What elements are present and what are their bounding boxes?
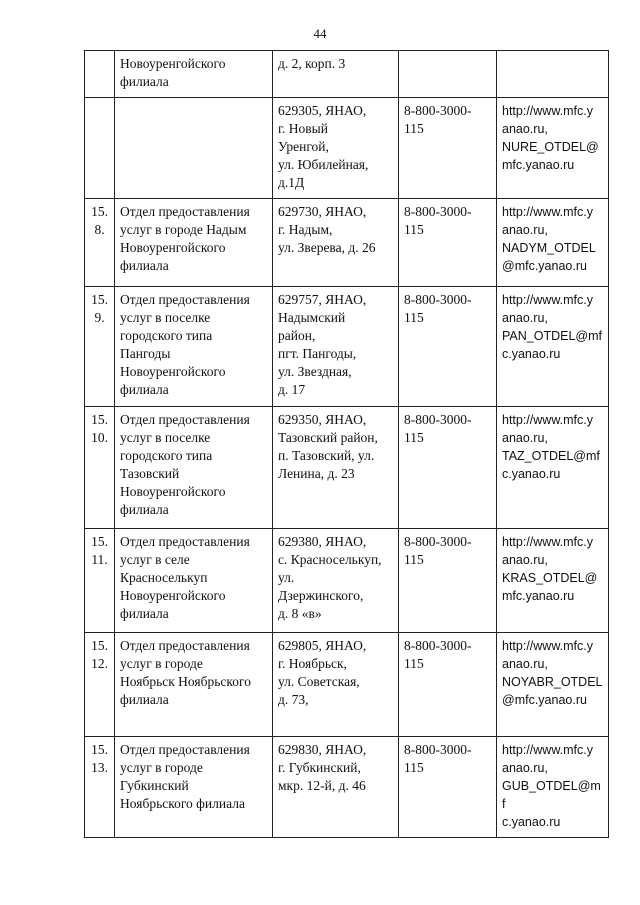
cell-office-name-line: Красноселькуп [120,570,208,585]
cell-contacts [497,98,609,199]
cell-address [273,199,399,287]
cell-phone-line: 8-800-3000- [404,103,472,118]
cell-address-line: д. 8 «в» [278,606,322,621]
cell-office-name [115,633,273,737]
cell-phone-line: 8-800-3000- [404,412,472,427]
cell-contacts [497,529,609,633]
cell-office-name [115,407,273,529]
cell-office-name-line: Тазовский [120,466,180,481]
table-row [85,407,609,529]
cell-office-name-line: Отдел предоставления [120,412,250,427]
cell-address-line: 629730, ЯНАО, [278,204,367,219]
cell-office-name-line: филиала [120,502,169,517]
table-body [85,51,609,838]
table-row [85,199,609,287]
cell-phone [399,287,497,407]
cell-contacts-line: http://www.mfc.y [502,293,593,307]
cell-contacts-line: NADYM_OTDEL [502,241,596,255]
cell-contacts-line: anao.ru, [502,553,548,567]
cell-phone-line: 115 [404,656,424,671]
cell-office-name [115,98,273,199]
cell-contacts-line: NOYABR_OTDEL [502,675,603,689]
cell-contacts-line: anao.ru, [502,311,548,325]
cell-contacts [497,407,609,529]
cell-address-line: район, [278,328,316,343]
cell-address-line: п. Тазовский, ул. [278,448,375,463]
cell-phone-line: 8-800-3000- [404,742,472,757]
cell-office-name-line: услуг в городе Надым [120,222,247,237]
cell-office-name-line: Новоуренгойского [120,56,226,71]
cell-number: 15. 11. [85,529,115,633]
table-row [85,287,609,407]
cell-contacts-line: http://www.mfc.y [502,743,593,757]
cell-office-name-line: Новоуренгойского [120,484,226,499]
cell-contacts-line: http://www.mfc.y [502,104,593,118]
cell-phone-line: 8-800-3000- [404,534,472,549]
cell-contacts-line: anao.ru, [502,761,548,775]
table-row [85,633,609,737]
cell-office-name-line: услуг в городе [120,760,203,775]
offices-table [84,50,609,838]
cell-office-name-line: услуг в городе [120,656,203,671]
cell-office-name-line: филиала [120,606,169,621]
cell-address-line: г. Ноябрьск, [278,656,347,671]
cell-office-name-line: услуг в селе [120,552,190,567]
cell-address-line: д.1Д [278,175,305,190]
cell-number: 15. 9. [85,287,115,407]
cell-contacts-line: c.yanao.ru [502,467,561,481]
cell-office-name [115,287,273,407]
cell-phone-line: 115 [404,760,424,775]
cell-office-name-line: Пангоды [120,346,171,361]
cell-number: 15. 13. [85,737,115,838]
cell-address [273,98,399,199]
cell-address-line: Надымский [278,310,346,325]
cell-contacts-line: anao.ru, [502,431,548,445]
cell-phone [399,529,497,633]
cell-office-name-line: Ноябрьск Ноябрьского [120,674,251,689]
cell-address-line: 629830, ЯНАО, [278,742,367,757]
cell-office-name [115,737,273,838]
cell-contacts-line: @mfc.yanao.ru [502,693,587,707]
cell-office-name-line: филиала [120,258,169,273]
cell-address-line: мкр. 12-й, д. 46 [278,778,366,793]
cell-number: 15. 12. [85,633,115,737]
cell-contacts-line: TAZ_OTDEL@mf [502,449,600,463]
cell-address-line: 629757, ЯНАО, [278,292,367,307]
cell-contacts-line: anao.ru, [502,657,548,671]
cell-office-name-line: Новоуренгойского [120,364,226,379]
cell-address [273,529,399,633]
cell-contacts [497,633,609,737]
cell-address [273,287,399,407]
cell-phone [399,199,497,287]
cell-address-line: ул. Зверева, д. 26 [278,240,376,255]
cell-office-name-line: Ноябрьского филиала [120,796,245,811]
cell-contacts-line: http://www.mfc.y [502,205,593,219]
table-row [85,98,609,199]
cell-office-name-line: Губкинский [120,778,189,793]
cell-address-line: д. 17 [278,382,306,397]
cell-address-line: 629805, ЯНАО, [278,638,367,653]
cell-address-line: д. 73, [278,692,309,707]
cell-phone-line: 115 [404,430,424,445]
cell-address-line: 629380, ЯНАО, [278,534,367,549]
cell-office-name [115,199,273,287]
cell-address-line: г. Новый [278,121,328,136]
cell-address [273,407,399,529]
cell-office-name-line: услуг в поселке [120,430,211,445]
cell-address-line: Тазовский район, [278,430,378,445]
cell-contacts-line: anao.ru, [502,223,548,237]
cell-phone-line: 8-800-3000- [404,638,472,653]
cell-contacts-line: c.yanao.ru [502,815,561,829]
cell-contacts-line: http://www.mfc.y [502,639,593,653]
cell-address [273,51,399,98]
cell-number [85,51,115,98]
cell-contacts-line: @mfc.yanao.ru [502,259,587,273]
cell-office-name-line: Отдел предоставления [120,292,250,307]
cell-address [273,633,399,737]
cell-phone [399,407,497,529]
cell-contacts-line: GUB_OTDEL@mf [502,779,601,811]
cell-office-name-line: Отдел предоставления [120,204,250,219]
cell-office-name-line: филиала [120,692,169,707]
cell-contacts [497,199,609,287]
cell-office-name-line: Отдел предоставления [120,742,250,757]
cell-address-line: г. Губкинский, [278,760,361,775]
cell-phone-line: 8-800-3000- [404,204,472,219]
cell-phone-line: 115 [404,310,424,325]
cell-number: 15. 8. [85,199,115,287]
cell-address-line: 629305, ЯНАО, [278,103,367,118]
table-row [85,529,609,633]
cell-phone [399,633,497,737]
cell-office-name-line: услуг в поселке [120,310,211,325]
cell-address-line: с. Красноселькуп, [278,552,382,567]
cell-office-name-line: Отдел предоставления [120,638,250,653]
cell-address-line: 629350, ЯНАО, [278,412,367,427]
cell-address [273,737,399,838]
cell-office-name-line: Новоуренгойского [120,240,226,255]
cell-address-line: Ленина, д. 23 [278,466,355,481]
table-row [85,51,609,98]
cell-address-line: пгт. Пангоды, [278,346,357,361]
cell-contacts [497,287,609,407]
cell-phone [399,737,497,838]
cell-contacts-line: anao.ru, [502,122,548,136]
cell-phone [399,51,497,98]
cell-address-line: ул. Советская, [278,674,360,689]
cell-number [85,98,115,199]
cell-office-name [115,51,273,98]
cell-address-line: Дзержинского, [278,588,364,603]
cell-contacts-line: PAN_OTDEL@mf [502,329,602,343]
cell-address-line: ул. Юбилейная, [278,157,369,172]
cell-contacts-line: mfc.yanao.ru [502,589,575,603]
cell-office-name-line: Отдел предоставления [120,534,250,549]
cell-address-line: Уренгой, [278,139,329,154]
cell-office-name-line: городского типа [120,448,213,463]
page-number: 44 [313,26,327,41]
cell-phone-line: 115 [404,552,424,567]
cell-address-line: ул. Звездная, [278,364,352,379]
cell-phone [399,98,497,199]
cell-office-name-line: Новоуренгойского [120,588,226,603]
cell-address-line: г. Надым, [278,222,333,237]
cell-contacts-line: http://www.mfc.y [502,413,593,427]
cell-contacts-line: KRAS_OTDEL@ [502,571,598,585]
cell-address-line: д. 2, корп. 3 [278,56,346,71]
cell-contacts [497,51,609,98]
cell-address-line: ул. [278,570,295,585]
cell-contacts-line: http://www.mfc.y [502,535,593,549]
cell-phone-line: 115 [404,222,424,237]
cell-office-name [115,529,273,633]
cell-number: 15. 10. [85,407,115,529]
cell-phone-line: 115 [404,121,424,136]
cell-contacts-line: c.yanao.ru [502,347,561,361]
cell-office-name-line: филиала [120,74,169,89]
cell-contacts-line: NURE_OTDEL@ [502,140,599,154]
cell-contacts-line: mfc.yanao.ru [502,158,575,172]
table-row [85,737,609,838]
cell-contacts [497,737,609,838]
cell-phone-line: 8-800-3000- [404,292,472,307]
cell-office-name-line: городского типа [120,328,213,343]
cell-office-name-line: филиала [120,382,169,397]
